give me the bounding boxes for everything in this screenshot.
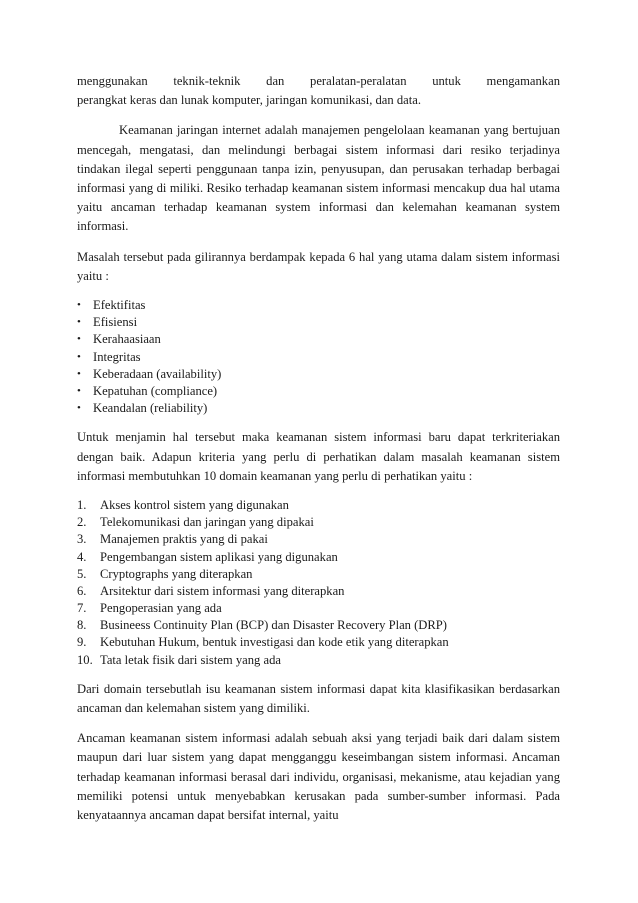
bullet-icon: •: [77, 402, 81, 415]
item-number: 6.: [77, 583, 87, 598]
bullet-icon: •: [77, 316, 81, 329]
bullet-icon: •: [77, 367, 81, 380]
bullet-icon: •: [77, 384, 81, 397]
item-number: 3.: [77, 532, 87, 547]
bullet-list: [77, 297, 560, 417]
bullet-icon: •: [77, 333, 81, 346]
bullet-item: [77, 400, 560, 417]
paragraph-masalah: Masalah tersebut pada gilirannya berdampak kepada 6 hal yang utama dalam sistem informasi yaitu :: [77, 249, 560, 283]
bullet-item-text: Keberadaan (availability): [93, 366, 222, 381]
numbered-item-text: Pengembangan sistem aplikasi yang digunakan: [100, 549, 338, 564]
item-number: 9.: [77, 635, 87, 650]
numbered-item-text: Pengoperasian yang ada: [100, 601, 222, 616]
item-number: 10.: [77, 652, 93, 667]
item-number: 1.: [77, 497, 87, 512]
item-number: 2.: [77, 515, 87, 530]
bullet-item-text: Kerahaasiaan: [93, 332, 161, 347]
numbered-item-text: Akses kontrol sistem yang digunakan: [100, 497, 289, 512]
numbered-list: [77, 497, 560, 669]
numbered-item: [77, 549, 560, 566]
paragraph-ancaman: Ancaman keamanan sistem informasi adalah sebuah aksi yang terjadi baik dari dalam sistem maupun dari luar sistem yang dapat mengganggu keseimbangan sistem informasi. Ancaman terhadap keamanan informasi berasal dari individu, organisasi, mekanisme, atau kejadian yang memiliki potensi untuk menyebabkan kerusakan pada sumber-sumber informasi. Pada kenyataannya ancaman dapat bersifat internal, yaitu: [77, 731, 560, 823]
numbered-item-text: Busineess Continuity Plan (BCP) dan Disaster Recovery Plan (DRP): [100, 618, 448, 633]
numbered-item-text: Tata letak fisik dari sistem yang ada: [100, 652, 281, 667]
numbered-item: [77, 497, 560, 514]
numbered-item-text: Cryptographs yang diterapkan: [100, 566, 253, 581]
bullet-item-text: Efisiensi: [93, 315, 138, 330]
bullet-item-text: Integritas: [93, 349, 141, 364]
paragraph-intro-line-2: perangkat keras dan lunak komputer, jaringan komunikasi, dan data.: [77, 93, 421, 108]
bullet-item: [77, 383, 560, 400]
numbered-item-text: Telekomunikasi dan jaringan yang dipakai: [100, 515, 314, 530]
numbered-item: [77, 634, 560, 651]
numbered-item: [77, 617, 560, 634]
bullet-item-text: Kepatuhan (compliance): [93, 383, 218, 398]
numbered-item-text: Arsitektur dari sistem informasi yang diterapkan: [100, 583, 345, 598]
bullet-item: [77, 297, 560, 314]
numbered-item: [77, 583, 560, 600]
numbered-item: [77, 652, 560, 669]
bullet-icon: •: [77, 350, 81, 363]
numbered-item-text: Kebutuhan Hukum, bentuk investigasi dan kode etik yang diterapkan: [100, 635, 449, 650]
bullet-item: [77, 331, 560, 348]
item-number: 7.: [77, 601, 87, 616]
numbered-item: [77, 531, 560, 548]
paragraph-keamanan-jaringan: Keamanan jaringan internet adalah manajemen pengelolaan keamanan yang bertujuan mencegah, mengatasi, dan melindungi berbagai sistem informasi dari resiko terjadinya tindakan ilegal seperti penggunaan tanpa izin, penyusupan, dan perusakan terhadap berbagai informasi yang di miliki. Resiko terhadap keamanan sistem informasi mencakup dua hal utama yaitu ancaman terhadap keamanan system informasi dan kelemahan keamanan system informasi.: [77, 123, 560, 234]
bullet-item-text: Efektifitas: [93, 298, 146, 313]
numbered-item: [77, 514, 560, 531]
bullet-icon: •: [77, 299, 81, 312]
bullet-item: [77, 314, 560, 331]
item-number: 8.: [77, 618, 87, 633]
paragraph-kriteria: Untuk menjamin hal tersebut maka keamanan sistem informasi baru dapat terkriteriakan dengan baik. Adapun kriteria yang perlu di perhatikan dalam masalah keamanan sistem informasi membutuhkan 10 domain keamanan yang perlu di perhatikan yaitu :: [77, 430, 560, 483]
numbered-item-text: Manajemen praktis yang di pakai: [100, 532, 268, 547]
numbered-item: [77, 566, 560, 583]
paragraph-intro: [77, 72, 560, 110]
bullet-item-text: Keandalan (reliability): [93, 401, 208, 416]
item-number: 4.: [77, 549, 87, 564]
document-page: [77, 72, 560, 836]
paragraph-domain: Dari domain tersebutlah isu keamanan sistem informasi dapat kita klasifikasikan berdasarkan ancaman dan kelemahan sistem yang dimiliki.: [77, 681, 560, 716]
bullet-item: [77, 349, 560, 366]
numbered-item: [77, 600, 560, 617]
item-number: 5.: [77, 566, 87, 581]
bullet-item: [77, 366, 560, 383]
paragraph-intro-line-1: menggunakan teknik-teknik dan peralatan-peralatan untuk mengamankan: [77, 74, 560, 88]
